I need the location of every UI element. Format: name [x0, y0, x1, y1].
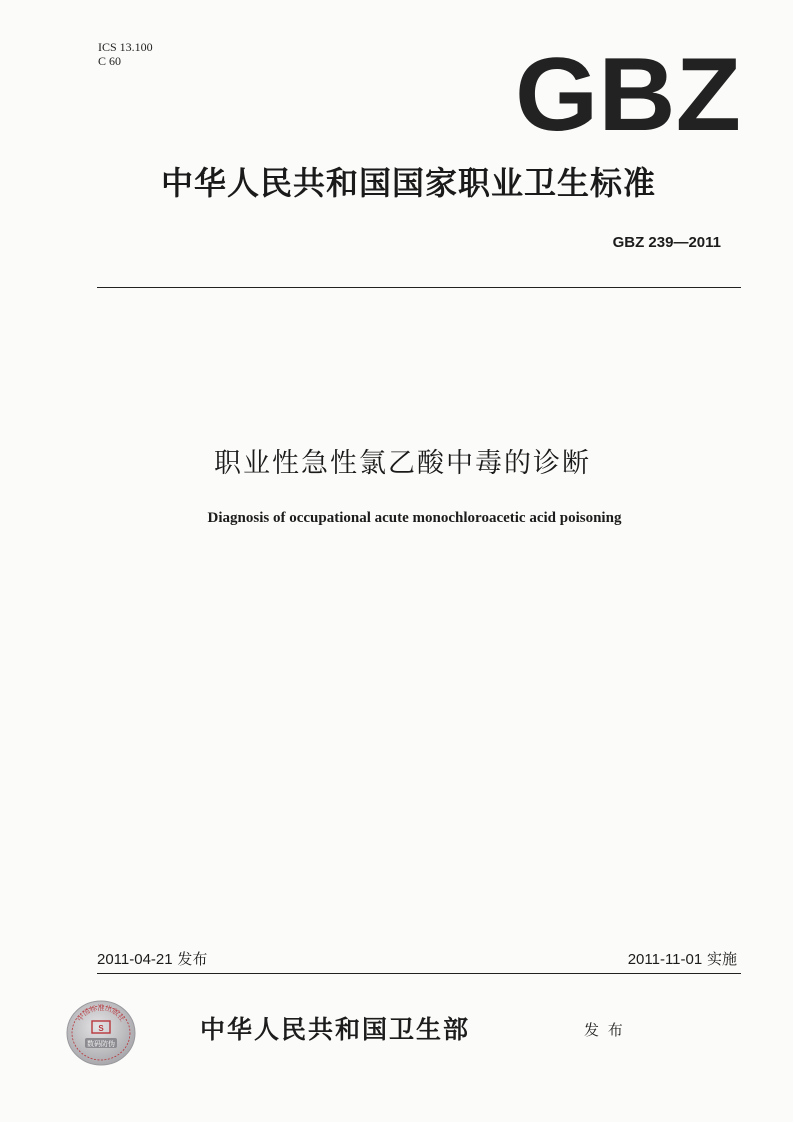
seal-ring-text: 中国标准出版社 [75, 1004, 127, 1024]
header-divider [97, 287, 741, 288]
classification-codes [98, 40, 153, 68]
gbz-logo-text: GBZ [515, 52, 741, 132]
release-date-value: 2011-04-21 [97, 951, 173, 968]
standard-code: GBZ 239—2011 [612, 234, 721, 251]
issuing-action: 发 布 [584, 1021, 625, 1039]
document-title-chinese: 职业性急性氯乙酸中毒的诊断 [214, 448, 591, 479]
footer-divider [97, 973, 741, 974]
implementation-date-label: 实施 [706, 950, 737, 968]
standard-category: 中华人民共和国国家职业卫生标准 [160, 164, 656, 202]
ccs-code: C 60 [98, 54, 122, 68]
implementation-date [628, 948, 737, 969]
gbz-logo [514, 52, 742, 132]
document-title-english: Diagnosis of occupational acute monochloroacetic acid poisoning [207, 510, 622, 526]
anti-counterfeit-seal-icon [66, 1000, 136, 1066]
issuing-authority: 中华人民共和国卫生部 [200, 1015, 471, 1044]
ics-code: ICS 13.100 [98, 40, 153, 54]
implementation-date-value: 2011-11-01 [627, 951, 703, 968]
release-date-label: 发布 [177, 950, 208, 968]
seal-center-text: 数码防伪 [87, 1040, 115, 1048]
svg-text:S: S [98, 1024, 104, 1033]
release-date [97, 948, 207, 969]
